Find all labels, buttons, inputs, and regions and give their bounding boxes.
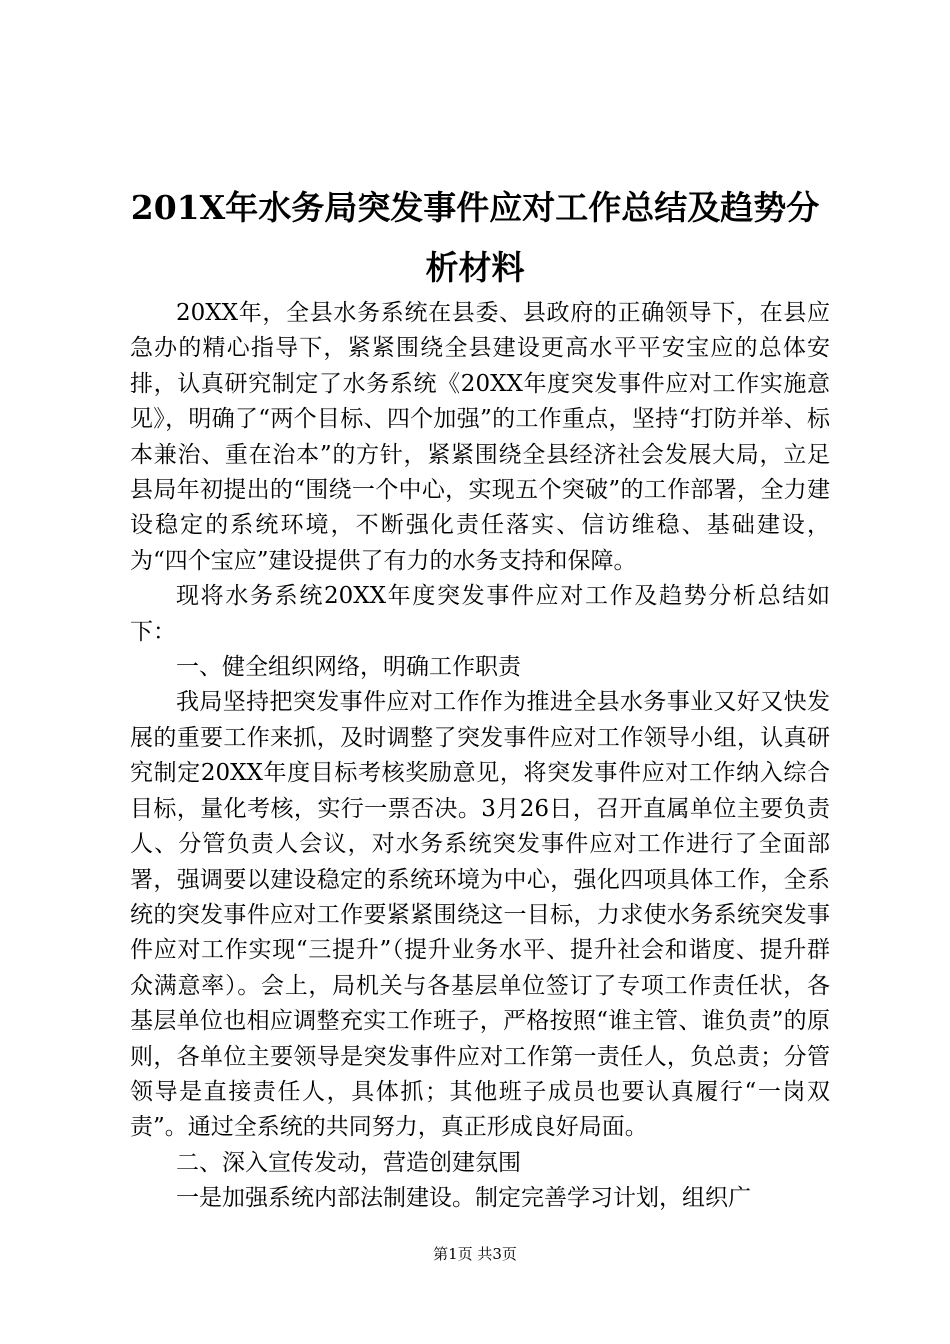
page-footer: 第1页 共3页 <box>433 1245 517 1263</box>
section-heading-2: 二、深入宣传发动，营造创建氛围 <box>176 1149 521 1176</box>
paragraph-intro: 20XX年，全县水务系统在县委、县政府的正确领导下，在县应急办的精心指导下，紧紧围绕全县建设更高水平平安宝应的总体安排，认真研究制定了水务系统《20XX年度突发事件应对工作实施意见》，明确了“两个目标、四个加强”的工作重点，坚持“打防并举、标本兼治、重在治本”的方针，紧紧围绕全县经济社会发展大局，立足县局年初提出的“围绕一个中心，实现五个突破”的工作部署，全力建设稳定的系统环境，不断强化责任落实、信访维稳、基础建设，为“四个宝应”建设提供了有力的水务支持和保障。 <box>130 300 830 574</box>
section-heading-1: 一、健全组织网络，明确工作职责 <box>176 654 521 681</box>
paragraph-section-2-start: 一是加强系统内部法制建设。制定完善学习计划，组织广 <box>176 1185 751 1212</box>
paragraph-summary-lead: 现将水务系统20XX年度突发事件应对工作及趋势分析总结如下： <box>130 583 830 645</box>
document-body <box>130 296 830 1217</box>
document-title: 201X年水务局突发事件应对工作总结及趋势分析材料 <box>130 188 820 287</box>
paragraph-section-1: 我局坚持把突发事件应对工作作为推进全县水务事业又好又快发展的重要工作来抓，及时调整了突发事件应对工作领导小组，认真研究制定20XX年度目标考核奖励意见，将突发事件应对工作纳入综合目标，量化考核，实行一票否决。3月26日，召开直属单位主要负责人、分管负责人会议，对水务系统突发事件应对工作进行了全面部署，强调要以建设稳定的系统环境为中心，强化四项具体工作，全系统的突发事件应对工作要紧紧围绕这一目标，力求使水务系统突发事件应对工作实现“三提升”（提升业务水平、提升社会和谐度、提升群众满意率）。会上，局机关与各基层单位签订了专项工作责任状，各基层单位也相应调整充实工作班子，严格按照“谁主管、谁负责”的原则，各单位主要领导是突发事件应对工作第一责任人，负总责；分管领导是直接责任人，具体抓；其他班子成员也要认真履行“一岗双责”。通过全系统的共同努力，真正形成良好局面。 <box>130 689 830 1141</box>
